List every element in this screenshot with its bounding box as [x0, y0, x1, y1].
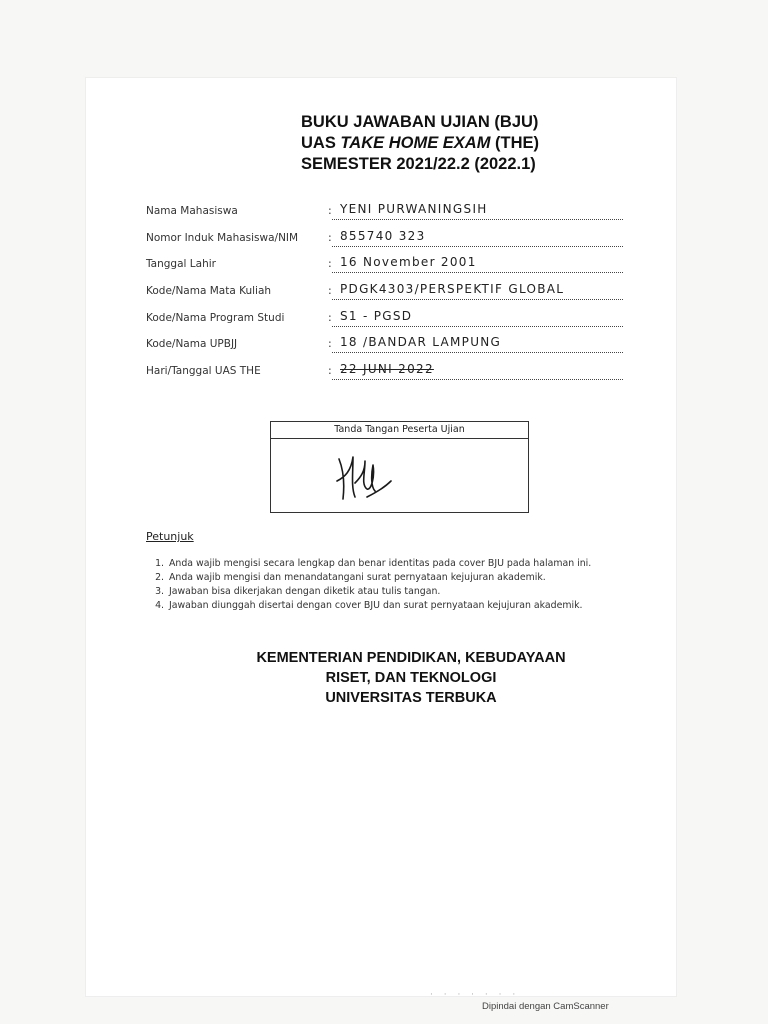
handwritten-value: 16 November 2001	[340, 255, 477, 270]
field-value-box[interactable]: : 18 /BANDAR LAMPUNG	[332, 334, 623, 353]
footer-line-3: UNIVERSITAS TERBUKA	[325, 690, 497, 706]
handwritten-value: PDGK4303/PERSPEKTIF GLOBAL	[340, 282, 565, 297]
footer-line-1: KEMENTERIAN PENDIDIKAN, KEBUDAYAAN	[256, 650, 566, 666]
field-row-upbjj	[146, 334, 626, 361]
field-label: Tanggal Lahir	[146, 258, 216, 271]
camscanner-watermark: Dipindai dengan CamScanner	[482, 1001, 609, 1012]
field-value-box[interactable]: : YENI PURWANINGSIH	[332, 201, 623, 220]
handwritten-value: YENI PURWANINGSIH	[340, 202, 488, 216]
signature-box[interactable]	[270, 421, 529, 513]
instruction-item: 1. Anda wajib mengisi secara lengkap dan benar identitas pada cover BJU pada halaman ini.	[167, 557, 591, 571]
title-line-2: UAS TAKE HOME EXAM (THE)	[301, 134, 540, 152]
footer-line-2: RISET, DAN TEKNOLOGI	[325, 670, 497, 686]
field-row-tanggal-lahir	[146, 254, 626, 281]
handwritten-value: 855740 323	[340, 228, 426, 243]
field-label: Kode/Nama Mata Kuliah	[146, 285, 272, 298]
title-line-1: BUKU JAWABAN UJIAN (BJU)	[301, 113, 539, 131]
field-value-box[interactable]: : 22 JUNI 2022	[332, 361, 623, 380]
field-row-nama	[146, 201, 626, 228]
field-row-nim	[146, 228, 626, 255]
scan-artifact: · · · · · · ·	[430, 990, 520, 1000]
institution-footer	[0, 648, 768, 708]
instruction-item: 4. Jawaban diunggah disertai dengan cover BJU dan surat pernyataan kejujuran akademik.	[167, 599, 591, 613]
field-row-mata-kuliah	[146, 281, 626, 308]
field-value-box[interactable]: : 855740 323	[332, 228, 623, 247]
field-label: Kode/Nama Program Studi	[146, 311, 285, 324]
field-row-hari-tanggal	[146, 361, 626, 388]
identity-form	[146, 201, 626, 388]
field-label: Nomor Induk Mahasiswa/NIM	[146, 231, 299, 244]
field-row-program-studi	[146, 308, 626, 335]
field-label: Hari/Tanggal UAS THE	[146, 365, 261, 378]
field-label: Kode/Nama UPBJJ	[146, 338, 238, 351]
handwritten-value: 18 /BANDAR LAMPUNG	[340, 335, 502, 350]
field-value-box[interactable]: : 16 November 2001	[332, 254, 623, 273]
field-value-box[interactable]: : PDGK4303/PERSPEKTIF GLOBAL	[332, 281, 623, 300]
instructions-title: Petunjuk	[146, 530, 194, 543]
handwritten-signature	[331, 447, 401, 507]
handwritten-value: 22 JUNI 2022	[340, 362, 434, 377]
instructions-list	[150, 557, 591, 613]
field-value-box[interactable]: : S1 - PGSD	[332, 308, 623, 327]
field-label: Nama Mahasiswa	[146, 205, 238, 217]
handwritten-value: S1 - PGSD	[340, 308, 413, 323]
signature-heading: Tanda Tangan Peserta Ujian	[271, 422, 528, 439]
title-line-3: SEMESTER 2021/22.2 (2022.1)	[301, 155, 536, 173]
instruction-item: 3. Jawaban bisa dikerjakan dengan diketik atau tulis tangan.	[167, 585, 591, 599]
document-title	[301, 112, 539, 175]
instruction-item: 2. Anda wajib mengisi dan menandatangani surat pernyataan kejujuran akademik.	[167, 571, 591, 585]
